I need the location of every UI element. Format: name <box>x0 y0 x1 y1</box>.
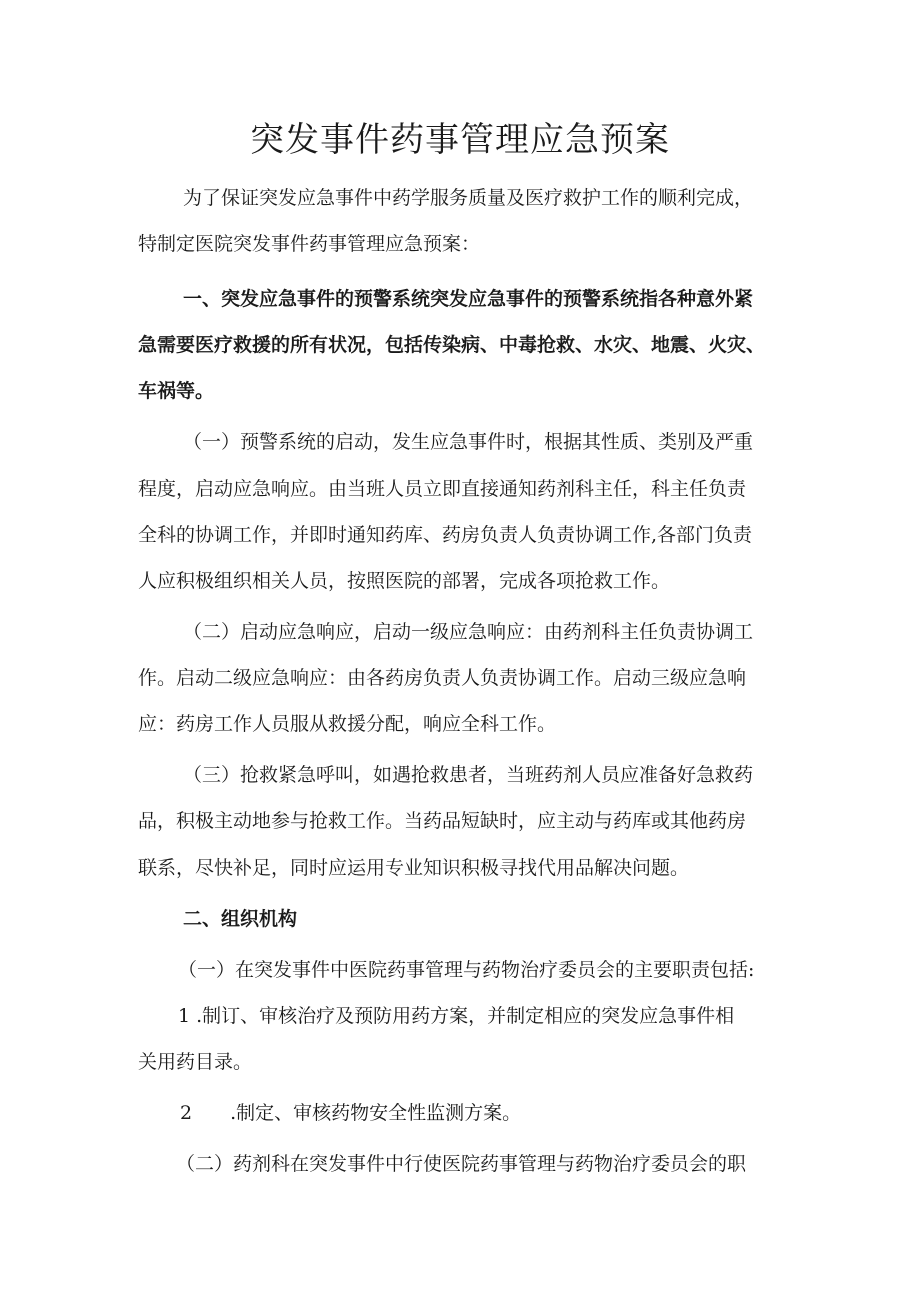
paragraph-line: 1 .制订、审核治疗及预防用药方案，并制定相应的突发应急事件相 <box>178 1005 735 1027</box>
document-title: 突发事件药事管理应急预案 <box>250 120 670 160</box>
section-heading-line: 急需要医疗救援的所有状况，包括传染病、中毒抢救、水灾、地震、火灾、 <box>138 334 766 356</box>
paragraph-line: 2 .制定、审核药物安全性监测方案。 <box>180 1102 522 1124</box>
section-heading-line: 二、组织机构 <box>183 908 298 930</box>
paragraph-line: 应：药房工作人员服从救援分配，响应全科工作。 <box>138 713 557 735</box>
paragraph-line: （一）在突发事件中医院药事管理与药物治疗委员会的主要职责包括: <box>178 959 755 981</box>
paragraph-line: 特制定医院突发事件药事管理应急预案： <box>138 233 481 255</box>
paragraph-line: （二）启动应急响应，启动一级应急响应：由药剂科主任负责协调工 <box>183 621 754 643</box>
paragraph-line: 为了保证突发应急事件中药学服务质量及医疗救护工作的顺利完成， <box>183 187 754 209</box>
paragraph-line: （二）药剂科在突发事件中行使医院药事管理与药物治疗委员会的职 <box>176 1153 747 1175</box>
paragraph-line: （三）抢救紧急呼叫，如遇抢救患者，当班药剂人员应准备好急救药 <box>183 764 754 786</box>
section-heading-line: 一、突发应急事件的预警系统突发应急事件的预警系统指各种意外紧 <box>183 288 754 310</box>
paragraph-line: 关用药目录。 <box>138 1051 253 1073</box>
paragraph-line: 全科的协调工作，并即时通知药库、药房负责人负责协调工作,各部门负责 <box>138 524 753 546</box>
paragraph-line: 联系，尽快补足，同时应运用专业知识积极寻找代用品解决问题。 <box>138 857 690 879</box>
paragraph-line: 人应积极组织相关人员，按照医院的部署，完成各项抢救工作。 <box>138 570 671 592</box>
section-heading-line: 车祸等。 <box>138 380 215 402</box>
paragraph-line: （一）预警系统的启动，发生应急事件时，根据其性质、类别及严重 <box>183 431 754 453</box>
paragraph-line: 作。启动二级应急响应：由各药房负责人负责协调工作。启动三级应急响 <box>138 667 747 689</box>
paragraph-line: 程度，启动应急响应。由当班人员立即直接通知药剂科主任，科主任负责 <box>138 478 747 500</box>
paragraph-line: 品，积极主动地参与抢救工作。当药品短缺时，应主动与药库或其他药房 <box>138 810 747 832</box>
